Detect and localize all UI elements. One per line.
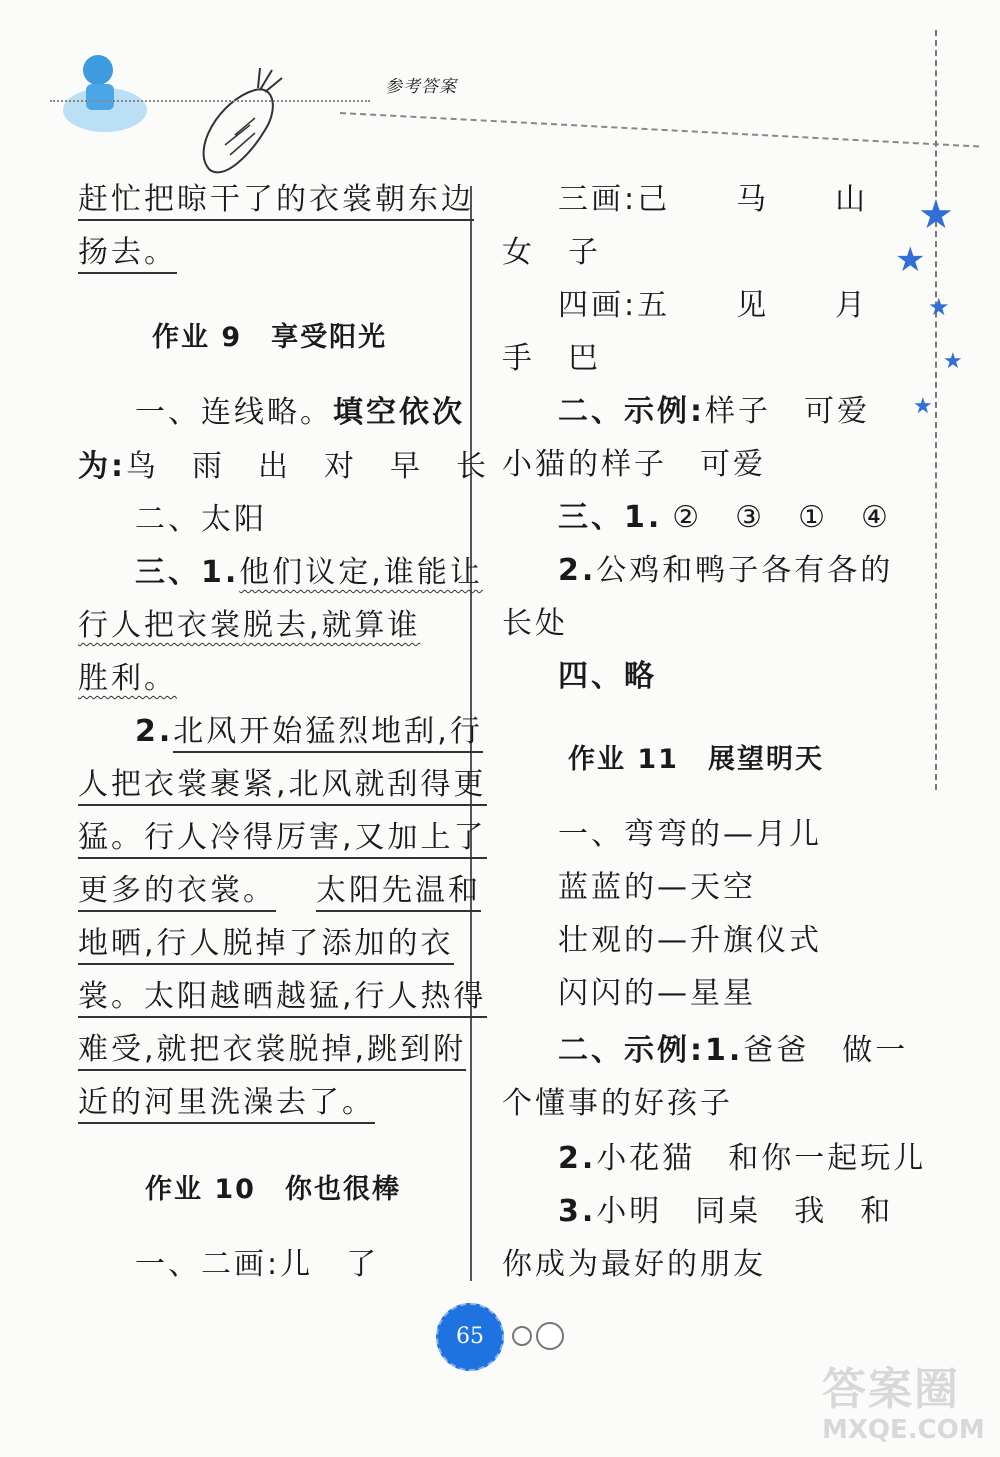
text-line bbox=[78, 924, 454, 964]
text-line bbox=[78, 659, 177, 699]
answer-text: 填空依次 bbox=[333, 395, 465, 430]
text-line bbox=[558, 392, 870, 432]
answer-text: 三、1. bbox=[135, 555, 240, 590]
text-line: 一、弯弯的—月儿 bbox=[558, 817, 822, 852]
answer-text: 鸟 雨 出 对 早 长 bbox=[126, 449, 489, 484]
text-line bbox=[78, 1083, 375, 1123]
header-title: 参考答案 bbox=[385, 77, 457, 97]
watermark-logo bbox=[822, 1365, 987, 1450]
underlined-text: 行人把衣裳脱去,就算谁 bbox=[78, 608, 421, 643]
answer-text: 二、示例:1. bbox=[558, 1033, 744, 1068]
text-line: 手 巴 bbox=[502, 341, 601, 376]
text-line bbox=[78, 447, 489, 487]
watermark-text: 答案圈 bbox=[822, 1364, 960, 1415]
underlined-text: 猛。行人冷得厉害,又加上了 bbox=[78, 820, 487, 859]
text-line: 长处 bbox=[502, 606, 568, 641]
underlined-text: 更多的衣裳。 bbox=[78, 873, 276, 912]
answer-text: 样子 可爱 bbox=[705, 394, 870, 429]
text-line bbox=[78, 606, 421, 646]
underlined-text: 扬去。 bbox=[78, 235, 177, 274]
text-line bbox=[78, 180, 474, 220]
text-line: 壮观的—升旗仪式 bbox=[558, 923, 822, 958]
answer-text: 小花猫 和你一起玩儿 bbox=[596, 1141, 927, 1176]
answer-text: ② ③ ① ④ bbox=[672, 500, 891, 535]
header-illustration bbox=[60, 30, 350, 200]
text-line bbox=[78, 1030, 466, 1070]
decorative-circle bbox=[512, 1326, 532, 1346]
star-icon: ★ bbox=[918, 192, 954, 238]
underlined-text: 太阳先温和 bbox=[316, 873, 481, 912]
text-line bbox=[78, 977, 487, 1017]
star-icon: ★ bbox=[895, 240, 926, 280]
answer-text: 公鸡和鸭子各有各的 bbox=[596, 553, 894, 588]
answer-text: 小明 同桌 我 和 bbox=[596, 1194, 894, 1229]
answer-text: 为: bbox=[78, 449, 126, 484]
text-line bbox=[78, 765, 487, 805]
text-line: 小猫的样子 可爱 bbox=[502, 447, 766, 482]
underlined-text: 赶忙把晾干了的衣裳朝东边 bbox=[78, 182, 474, 221]
answer-text: 二、示例: bbox=[558, 394, 705, 429]
answer-text: 2. bbox=[135, 714, 174, 749]
page-number: 65 bbox=[436, 1303, 504, 1371]
text-line: 个懂事的好孩子 bbox=[502, 1086, 733, 1121]
section-heading-hw9: 作业 9 享受阳光 bbox=[152, 322, 388, 353]
text-line: 三画:己 马 山 bbox=[558, 182, 869, 217]
text-line bbox=[558, 551, 893, 591]
text-line bbox=[558, 498, 891, 538]
section-heading-hw10: 作业 10 你也很棒 bbox=[145, 1174, 401, 1205]
star-icon: ★ bbox=[928, 293, 950, 321]
text-line bbox=[135, 712, 483, 752]
answer-text: 2. bbox=[558, 553, 597, 588]
text-line bbox=[135, 393, 465, 433]
answer-text: 一、连线略。 bbox=[135, 395, 333, 430]
underlined-text: 北风开始猛烈地刮,行 bbox=[173, 714, 483, 753]
star-icon: ★ bbox=[913, 394, 933, 419]
text-line: 闪闪的—星星 bbox=[558, 976, 756, 1011]
text-line: 四、略 bbox=[558, 659, 657, 694]
text-line bbox=[78, 871, 481, 911]
text-line: 女 子 bbox=[502, 235, 601, 270]
text-line: 四画:五 见 月 bbox=[558, 288, 869, 323]
underlined-text: 难受,就把衣裳脱掉,跳到附 bbox=[78, 1032, 466, 1071]
text-line: 蓝蓝的—天空 bbox=[558, 870, 756, 905]
text-line bbox=[558, 1139, 926, 1179]
underlined-text: 裳。太阳越晒越猛,行人热得 bbox=[78, 979, 487, 1018]
watermark-text: MXQE.COM bbox=[822, 1415, 985, 1445]
margin-dashed-line bbox=[935, 30, 937, 790]
underlined-text: 地晒,行人脱掉了添加的衣 bbox=[78, 926, 454, 965]
star-icon: ★ bbox=[943, 349, 963, 374]
text-line bbox=[558, 1031, 908, 1071]
underlined-text: 他们议定,谁能让 bbox=[239, 555, 483, 590]
text-line bbox=[558, 1192, 893, 1232]
underlined-text: 近的河里洗澡去了。 bbox=[78, 1085, 375, 1124]
text-line: 一、二画:儿 了 bbox=[135, 1247, 380, 1282]
text-line bbox=[78, 818, 487, 858]
underlined-text: 人把衣裳裹紧,北风就刮得更 bbox=[78, 767, 487, 806]
header-rule-left bbox=[50, 100, 370, 102]
text-line: 你成为最好的朋友 bbox=[502, 1247, 766, 1282]
text-line bbox=[135, 553, 483, 593]
answer-text: 3. bbox=[558, 1194, 597, 1229]
decorative-circle bbox=[536, 1322, 564, 1350]
header-rule-right bbox=[340, 112, 979, 147]
text-line bbox=[78, 233, 177, 273]
answer-text: 2. bbox=[558, 1141, 597, 1176]
answer-text: 爸爸 做一 bbox=[743, 1033, 909, 1068]
section-heading-hw11: 作业 11 展望明天 bbox=[568, 744, 824, 775]
underlined-text: 胜利。 bbox=[78, 661, 177, 696]
text-line: 二、太阳 bbox=[135, 502, 267, 537]
answer-text: 三、1. bbox=[558, 500, 663, 535]
